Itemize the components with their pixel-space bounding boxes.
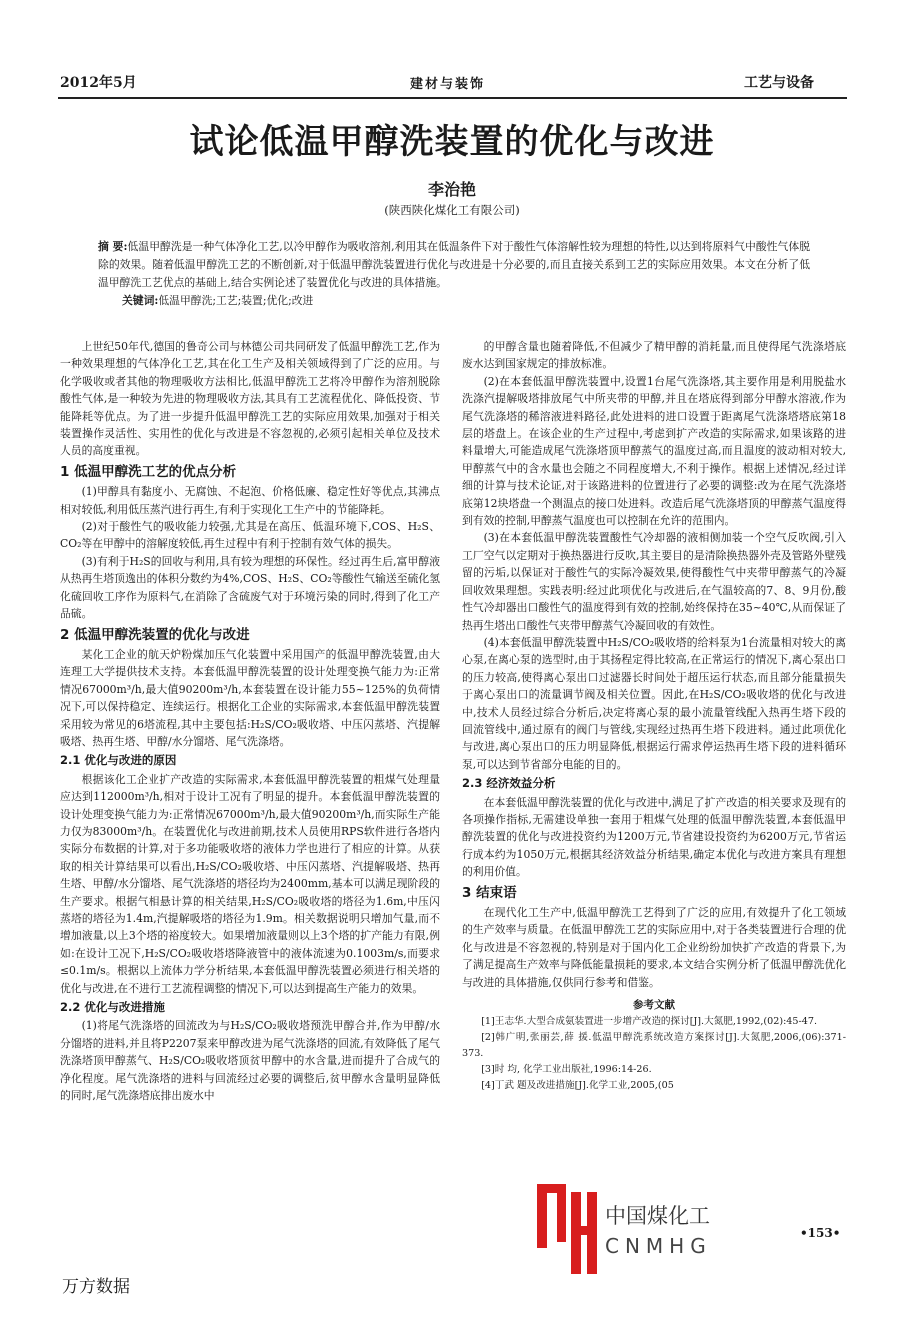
article-author: 李治艳 — [427, 180, 476, 199]
header-journal: 建材与装饰 — [410, 77, 486, 92]
paragraph: 在现代化工生产中,低温甲醇洗工艺得到了广泛的应用,有效提升了化工领域的生产效率与质量。在低温甲醇洗工艺的实际应用中,对于各类装置进行合理的优化与改进是不容忽视的,特别是对于国内化工企业纷纷加快扩产改造的背景下,为了满足提高生产效率与降低能量损耗的要求,本文结合实例分析了低温甲醇洗优化与改进的具体措施,仅供同行参考和借鉴。 — [462, 906, 846, 989]
reference-item: [3]时 均, 化学工业出版社,1996:14-26. — [481, 1064, 652, 1076]
section-heading-2: 2 低温甲醇洗装置的优化与改进 — [60, 626, 250, 643]
paragraph: (2)在本套低温甲醇洗装置中,设置1台尾气洗涤塔,其主要作用是利用脱盐水洗涤汽提解吸塔排放尾气中所夹带的甲醇,并且在塔底得到部分甲醇水溶液,作为尾气洗涤塔的稀溶液进料路径,此处进料的进口设置于距离尾气洗涤塔塔底第18层的塔盘上。在该企业的生产过程中,考虑到扩产改造的实际需求,如果该路的进料量增大,可能造成尾气洗涤塔顶甲醇蒸气的温度过高,而且温度的波动相对较大,甲醇蒸气中的含水量也会随之不同程度增大,不利于操作。根据上述情况,经过详细的计算与技术论证,对于该路进料的位置进行了必要的调整:改为在尾气洗涤塔底第12块塔盘一个测温点的接口处进料。改造后尾气洗涤塔顶的甲醇蒸气温度得到有效的控制,甲醇蒸气温度也可以控制在允许的范围内。 — [462, 374, 846, 528]
paragraph: (4)本套低温甲醇洗装置中H₂S/CO₂吸收塔的给料泵为1台流量相对较大的离心泵,在离心泵的选型时,由于其扬程定得比较高,在正常运行的情况下,离心泵出口的压力较高,使得离心泵出口过滤器长时间处于超压运行状态,而且部分能量损失于离心泵出口的流量调节阀及相关位置。因此,在H₂S/CO₂吸收塔的优化与改进中,技术人员经过综合分析后,决定将离心泵的最小流量管线配入热再生塔下段的回流管线中,通过原有的阀门与管线,实现经过热再生塔下段进料。通过此项优化与改进,离心泵出口的压力明显降低,根据运行需求停运热再生塔下段的进料循环泵,可以达到节省部分电能的目的。 — [462, 635, 846, 771]
left-column — [60, 338, 440, 1104]
watermark — [535, 1182, 750, 1282]
paragraph: (2)对于酸性气的吸收能力较强,尤其是在高压、低温环境下,COS、H₂S、CO₂等在甲醇中的溶解度较低,再生过程中有利于控制有效气体的损失。 — [60, 520, 440, 551]
right-column — [462, 338, 846, 1094]
section-heading-1: 1 低温甲醇洗工艺的优点分析 — [60, 463, 237, 480]
abstract — [98, 238, 810, 292]
watermark-logo-icon — [535, 1182, 599, 1278]
abstract-label: 摘 要: — [98, 240, 128, 253]
reference-item: [4]丁武 题及改进措施[J].化学工业,2005,(05 — [481, 1080, 674, 1092]
paragraph: (3)有利于H₂S的回收与利用,具有较为理想的环保性。经过再生后,富甲醇液从热再生塔顶逸出的体积分数约为4%,COS、H₂S、CO₂等酸性气输送至硫化氢化硫回收工序作为原料气,在消除了含硫废气对于环境污染的同时,得到了化工产品硫。 — [60, 554, 440, 621]
references-title: 参考文献 — [633, 999, 675, 1012]
subsection-heading-2-2: 2.2 优化与改进措施 — [60, 1000, 165, 1015]
watermark-text-cn: 中国煤化工 — [605, 1204, 710, 1228]
paragraph: (3)在本套低温甲醇洗装置酸性气冷却器的液相侧加装一个空气反吹阀,引入工厂空气以定期对于换热器进行反吹,其主要目的是清除换热器外壳及管路外壁残留的污垢,以保证对于酸性气的实际冷凝效果,使得酸性气中夹带甲醇蒸气的冷凝回收效果理想。实践表明:经过此项优化与改进后,在气温较高的7、8、9月份,酸性气冷却器出口酸性气的温度得到有效的控制,始终保持在35~40℃,从而保证了热再生塔出口酸性气夹带甲醇蒸气冷凝回收的有效性。 — [462, 531, 846, 632]
header-rule — [58, 97, 847, 99]
article-title: 试论低温甲醇洗装置的优化与改进 — [189, 122, 715, 162]
paragraph: 某化工企业的航天炉粉煤加压气化装置中采用国产的低温甲醇洗装置,由大连理工大学提供技术支持。本套低温甲醇洗装置的设计处理变换气能力为:正常情况67000m³/h,最大值90200m³/h,本套装置在设计能力55~125%的负荷情况下,可以保持稳定、连续运行。根据化工企业的实际需求,本套低温甲醇洗装置采用较为常见的6塔流程,其中主要包括:H₂S/CO₂吸收塔、中压闪蒸塔、汽提解吸塔、热再生塔、甲醇/水分馏塔、尾气洗涤塔。 — [60, 647, 440, 748]
reference-item: [1]王志华.大型合成氨装置进一步增产改造的探讨[J].大氮肥,1992,(02):45-47. — [481, 1016, 818, 1028]
footer-source: 万方数据 — [62, 1277, 130, 1297]
paragraph: 根据该化工企业扩产改造的实际需求,本套低温甲醇洗装置的粗煤气处理量应达到112000m³/h,相对于设计工况有了明显的提升。本套低温甲醇洗装置的设计处理变换气能力为:正常情况67000m³/h,最大值90200m³/h,而实际生产能力仅为83000m³/h。在装置优化与改进前期,技术人员使用RPS软件进行各塔内实际分布数据的计算,对于多功能吸收塔的液体力学也进行了相应的计算。从获取的相关计算结果可以看出,H₂S/CO₂吸收塔、中压闪蒸塔、汽提解吸塔、热再生塔、甲醇/水分馏塔、尾气洗涤塔的塔径均为2400mm,基本可以满足现阶段的生产要求。根据气相悬计算的相关结果,H₂S/CO₂吸收塔的塔径为1.6m,中压闪蒸塔的塔径为1.4m,汽提解吸塔的塔径为1.9m。相关数据说明只增加气量,而不增加液量,以上3个塔的裕度较大。如果增加液量则以上3个塔的扩产能力有限,例如:在设计工况下,H₂S/CO₂吸收塔塔降液管中的液体流速为0.1003m/s,而要求≤0.1m/s。根据以上流体力学分析结果,本套低温甲醇洗装置必须进行相关塔的优化与改进,在不进行工艺流程调整的情况下,可以达到提高生产能力的效果。 — [60, 772, 440, 995]
paragraph: 在本套低温甲醇洗装置的优化与改进中,满足了扩产改造的相关要求及现有的各项操作指标,无需建设单独一套用于粗煤气处理的低温甲醇洗装置,本套低温甲醇洗装置的优化与改进投资约为1200万元,节省建设投资约为6200万元,节省运行成本约为1050万元,根据其经济效益分析结果,确定本优化与改进方案具有理想的利用价值。 — [462, 795, 846, 879]
keywords-label: 关键词: — [122, 294, 159, 307]
section-heading-3: 3 结束语 — [462, 884, 517, 901]
header-date: 2012年5月 — [60, 75, 137, 91]
paragraph: (1)将尾气洗涤塔的回流改为与H₂S/CO₂吸收塔预洗甲醇合并,作为甲醇/水分馏塔的进料,并且将P2207泵来甲醇改进为尾气洗涤塔的回流,有效降低了尾气洗涤塔顶甲醇蒸气、H₂S/CO₂吸收塔顶贫甲醇中的水含量,进而提升了合成气的净化程度。尾气洗涤塔的进料与回流经过必要的调整后,贫甲醇水含量明显降低的同时,尾气洗涤塔底排出废水中 — [60, 1019, 440, 1103]
intro-paragraph: 上世纪50年代,德国的鲁奇公司与林德公司共同研发了低温甲醇洗工艺,作为一种效果理想的气体净化工艺,其在化工生产及相关领域得到了广泛的应用。与化学吸收或者其他的物理吸收方法相比,低温甲醇洗工艺将冷甲醇作为溶剂脱除酸性气体,是一种较为先进的物理吸收方法,其具有工艺流程优化、降低投资、节能降耗等优点。为了进一步提升低温甲醇洗工艺的实际应用效果,加强对于相关装置操作灵活性、实用性的优化与改进是不容忽视的,必须引起相关单位及技术人员的高度重视。 — [60, 340, 440, 458]
page-number: •153• — [800, 1226, 841, 1240]
paragraph: (1)甲醇具有黏度小、无腐蚀、不起泡、价格低廉、稳定性好等优点,其沸点相对较低,利用低压蒸汽进行再生,有利于实现化工生产中的节能降耗。 — [60, 485, 440, 516]
keywords — [122, 293, 810, 308]
article-affiliation: (陕西陕化煤化工有限公司) — [384, 203, 520, 217]
header-section: 工艺与设备 — [744, 75, 814, 91]
watermark-text-en: CNMHG — [605, 1234, 712, 1258]
paragraph: 的甲醇含量也随着降低,不但减少了精甲醇的消耗量,而且使得尾气洗涤塔底废水达到国家规定的排放标准。 — [462, 340, 846, 371]
reference-item: [2]韩广明,张丽芸,薛 援.低温甲醇洗系统改造方案探讨[J].大氮肥,2006,(06):371-373. — [462, 1032, 846, 1060]
keywords-text: 低温甲醇洗;工艺;装置;优化;改进 — [158, 294, 314, 307]
subsection-heading-2-3: 2.3 经济效益分析 — [462, 776, 556, 791]
abstract-text: 低温甲醇洗是一种气体净化工艺,以冷甲醇作为吸收溶剂,利用其在低温条件下对于酸性气体溶解性较为理想的特性,以达到将原料气中酸性气体脱除的效果。随着低温甲醇洗工艺的不断创新,对于低温甲醇洗装置进行优化与改进是十分必要的,而且直接关系到工艺的实际应用效果。本文在分析了低温甲醇洗工艺优点的基础上,结合实例论述了装置优化与改进的具体措施。 — [98, 240, 810, 289]
subsection-heading-2-1: 2.1 优化与改进的原因 — [60, 753, 177, 768]
